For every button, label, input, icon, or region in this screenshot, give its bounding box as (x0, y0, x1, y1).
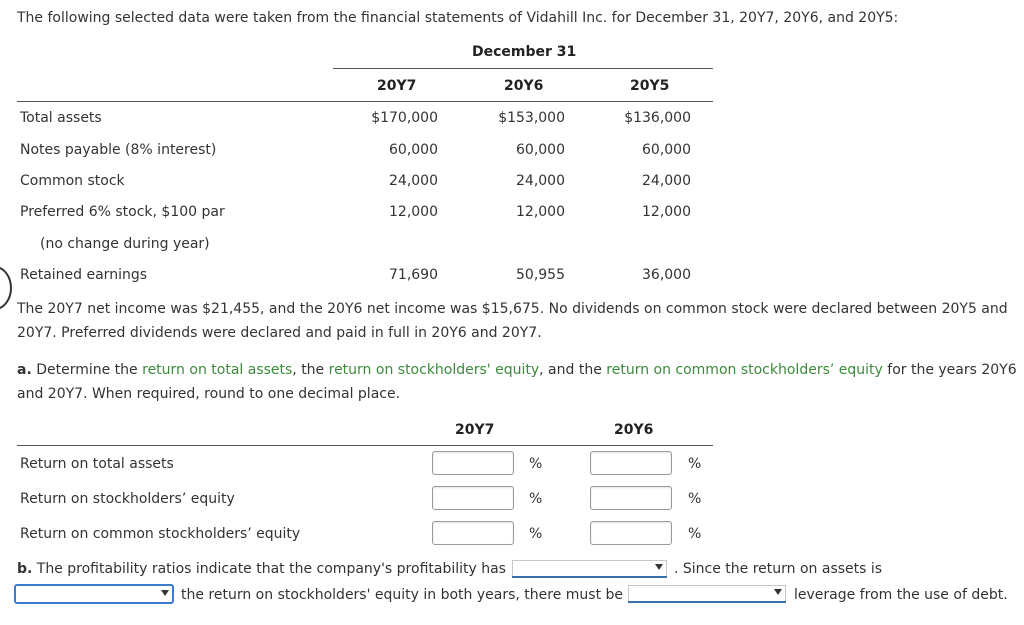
question-marker (0, 266, 12, 310)
part-a-text-3: , and the (539, 362, 607, 378)
answer-row-label-common-equity: Return on common stockholders’ equity (20, 526, 301, 542)
cell-common-stock-20y5: 24,000 (642, 173, 691, 189)
cell-total-assets-20y6: $153,000 (498, 110, 565, 126)
part-b-sentence-4: leverage from the use of debt. (794, 587, 1008, 603)
part-a-text-4: for the years 20Y6 (882, 362, 1017, 378)
cell-preferred-stock-20y6: 12,000 (516, 204, 565, 220)
input-return-stockholders-equity-20y6[interactable] (590, 486, 672, 510)
note-line-2: 20Y7. Preferred dividends were declared and paid in full in 20Y6 and 20Y7. (17, 325, 542, 341)
cell-notes-payable-20y6: 60,000 (516, 142, 565, 158)
input-return-common-equity-20y7[interactable] (432, 521, 514, 545)
unit-percent: % (688, 526, 702, 542)
part-b-text-1 (17, 561, 506, 577)
unit-percent: % (529, 526, 543, 542)
unit-percent: % (529, 456, 543, 472)
row-label-no-change: (no change during year) (40, 236, 210, 252)
part-a-instruction (17, 362, 1017, 378)
cell-common-stock-20y6: 24,000 (516, 173, 565, 189)
header-rule-top (333, 68, 713, 69)
chevron-down-icon (655, 564, 663, 570)
cell-notes-payable-20y7: 60,000 (389, 142, 438, 158)
answer-row-label-total-assets: Return on total assets (20, 456, 174, 472)
answer-col-header-20y6: 20Y6 (614, 422, 654, 438)
unit-percent: % (688, 456, 702, 472)
answer-header-rule (17, 445, 713, 446)
header-rule-bottom (17, 101, 713, 102)
cell-retained-earnings-20y7: 71,690 (389, 267, 438, 283)
row-label-preferred-stock: Preferred 6% stock, $100 par (20, 204, 225, 220)
cell-retained-earnings-20y6: 50,955 (516, 267, 565, 283)
row-label-retained-earnings: Retained earnings (20, 267, 148, 283)
term-return-on-total-assets[interactable]: return on total assets (142, 362, 293, 378)
col-header-20y6: 20Y6 (504, 78, 544, 94)
unit-percent: % (529, 491, 543, 507)
input-return-total-assets-20y7[interactable] (432, 451, 514, 475)
cell-total-assets-20y5: $136,000 (624, 110, 691, 126)
row-label-total-assets: Total assets (20, 110, 102, 126)
input-return-common-equity-20y6[interactable] (590, 521, 672, 545)
cell-preferred-stock-20y7: 12,000 (389, 204, 438, 220)
part-b-sentence-2: . Since the return on assets is (674, 561, 883, 577)
dropdown-return-on-assets-comparison[interactable] (14, 584, 174, 604)
part-a-text-2: , the (292, 362, 329, 378)
part-a-text-1: Determine the (31, 362, 143, 378)
intro-text: The following selected data were taken from the financial statements of Vidahill Inc. for December 31, 20Y7, 20Y6, and 20Y5: (17, 10, 899, 26)
note-line-1: The 20Y7 net income was $21,455, and the 20Y6 net income was $15,675. No dividends on common stock were declared between 20Y5 and (17, 301, 1008, 317)
part-b-sentence-1: The profitability ratios indicate that the company's profitability has (32, 561, 506, 577)
row-label-common-stock: Common stock (20, 173, 125, 189)
chevron-down-icon (774, 589, 782, 595)
part-a-label: a. (17, 362, 32, 378)
cell-common-stock-20y7: 24,000 (389, 173, 438, 189)
dropdown-leverage-type[interactable] (628, 585, 786, 603)
term-return-on-stockholders-equity[interactable]: return on stockholders' equity (328, 362, 540, 378)
part-a-instruction-line-2: and 20Y7. When required, round to one decimal place. (17, 386, 401, 402)
col-header-20y7: 20Y7 (377, 78, 417, 94)
row-label-notes-payable: Notes payable (8% interest) (20, 142, 217, 158)
answer-col-header-20y7: 20Y7 (455, 422, 495, 438)
term-return-on-common-stockholders-equity[interactable]: return on common stockholders’ equity (606, 362, 883, 378)
cell-retained-earnings-20y5: 36,000 (642, 267, 691, 283)
dropdown-profitability-trend[interactable] (512, 560, 667, 578)
unit-percent: % (688, 491, 702, 507)
input-return-stockholders-equity-20y7[interactable] (432, 486, 514, 510)
cell-notes-payable-20y5: 60,000 (642, 142, 691, 158)
chevron-down-icon (161, 590, 169, 596)
cell-total-assets-20y7: $170,000 (371, 110, 438, 126)
col-header-20y5: 20Y5 (630, 78, 670, 94)
part-b-sentence-3: the return on stockholders' equity in both years, there must be (181, 587, 624, 603)
cell-preferred-stock-20y5: 12,000 (642, 204, 691, 220)
answer-row-label-stockholders-equity: Return on stockholders’ equity (20, 491, 235, 507)
input-return-total-assets-20y6[interactable] (590, 451, 672, 475)
table-group-header: December 31 (472, 44, 577, 60)
part-b-label: b. (17, 561, 33, 577)
